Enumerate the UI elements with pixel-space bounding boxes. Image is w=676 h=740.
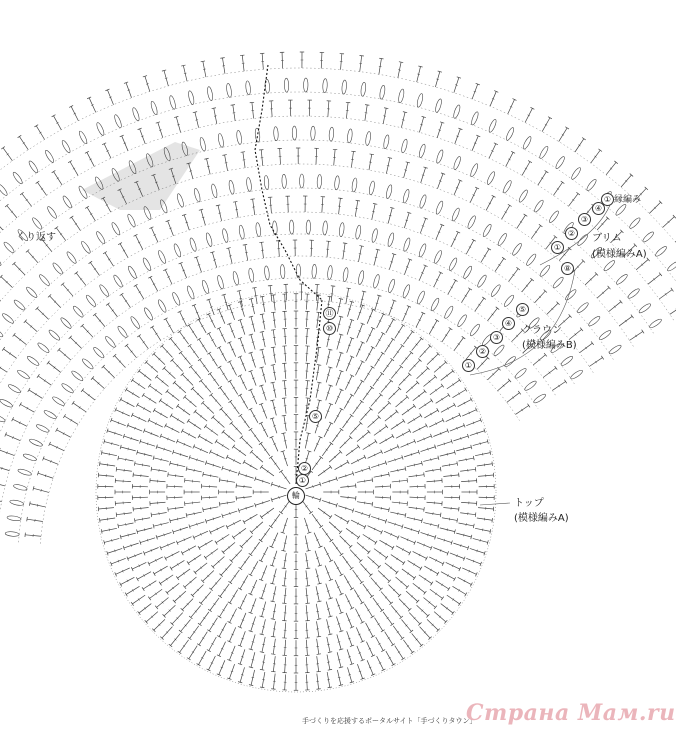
top-title: トップ (514, 498, 544, 509)
brim-row-3: ③ (578, 213, 591, 226)
brim-row-1: ① (551, 241, 564, 254)
top-row-5: ⑤ (309, 410, 322, 423)
top-row-10: ⑩ (323, 322, 336, 335)
crown-pattern: (模様編みB) (522, 340, 577, 351)
repeat-label: くり返す (16, 232, 56, 243)
crown-row-3: ③ (490, 331, 503, 344)
crown-row-4: ④ (502, 317, 515, 330)
top-row-2: ② (298, 462, 311, 475)
edge-row-1: ① (601, 193, 614, 206)
top-pattern: (模様編みA) (514, 513, 569, 524)
top-row-11: ⑪ (323, 307, 336, 320)
brim-row-2: ② (565, 227, 578, 240)
crown-title: クラウン (522, 325, 562, 336)
crown-row-5: ⑤ (516, 303, 529, 316)
crown-row-2: ② (476, 345, 489, 358)
top-row-1: ① (296, 474, 309, 487)
brim-row-8: ⑧ (561, 262, 574, 275)
brim-row-4: ④ (592, 202, 605, 215)
brim-crown-fan (0, 52, 676, 544)
footer-caption: 手づくりを応援するポータルサイト「手づくりタウン」 (302, 717, 477, 725)
brim-pattern: (模様編みA) (592, 249, 647, 260)
crown-row-1: ① (462, 359, 475, 372)
center-ring: 輪 (287, 487, 305, 505)
edge-label: 縁編み (614, 195, 642, 205)
watermark: Страна Мам.ru (466, 700, 676, 726)
brim-title: ブリム (592, 233, 622, 244)
